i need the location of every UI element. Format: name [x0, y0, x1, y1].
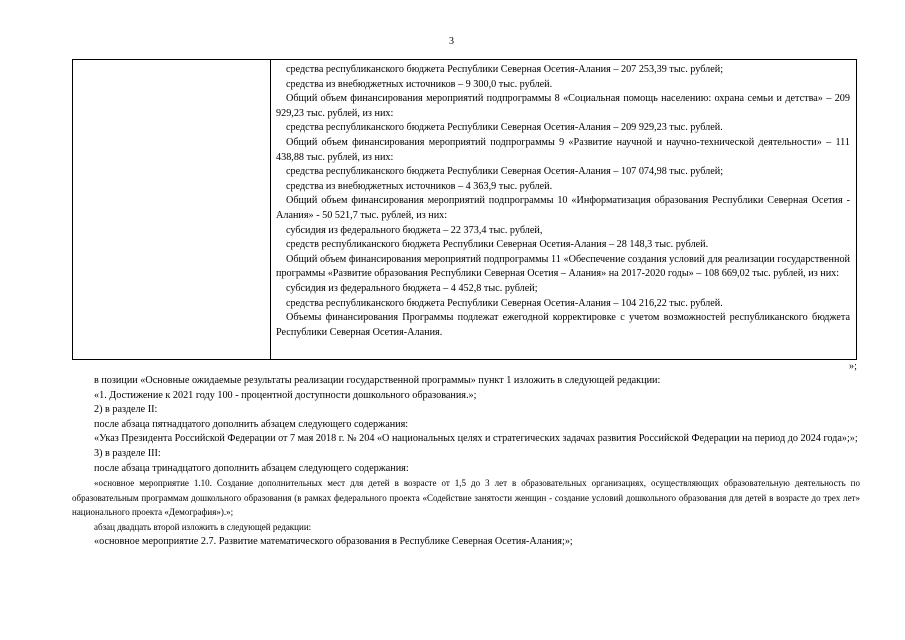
paragraph: «основное мероприятие 2.7. Развитие математического образования в Республике Северная Осетия-Алания;»; — [94, 535, 573, 547]
paragraph: 2) в разделе II: — [94, 404, 158, 416]
funding-line: Общий объем финансирования мероприятий подпрограммы 9 «Развитие научной и научно-технической деятельности» – 111 438,88 тыс. рублей, из них: — [276, 136, 850, 163]
paragraph: в позиции «Основные ожидаемые результаты реализации государственной программы» пункт 1 изложить в следующей редакции: — [94, 375, 661, 386]
closing-quote-mark: »; — [849, 361, 857, 372]
funding-line: субсидия из федерального бюджета – 22 373,4 тыс. рублей, — [286, 224, 543, 236]
paragraph: 3) в разделе III: — [94, 447, 161, 459]
funding-line: средства из внебюджетных источников – 9 300,0 тыс. рублей. — [286, 78, 553, 90]
paragraph: «1. Достижение к 2021 году 100 - процентной доступности дошкольного образования.»; — [94, 389, 477, 401]
program-table — [72, 59, 857, 360]
funding-line: средства из внебюджетных источников – 4 363,9 тыс. рублей. — [286, 180, 553, 192]
funding-line: средства республиканского бюджета Республики Северная Осетия-Алания – 207 253,39 тыс. рублей; — [286, 64, 724, 75]
funding-line: Общий объем финансирования мероприятий подпрограммы 10 «Информатизация образования Республики Северная Осетия - Алания» - 50 521,7 тыс. рублей, из них: — [276, 195, 850, 221]
funding-line: средства республиканского бюджета Республики Северная Осетия-Алания – 209 929,23 тыс. рублей. — [286, 122, 723, 134]
funding-cell — [276, 63, 850, 340]
document-body — [72, 374, 860, 549]
paragraph: после абзаца пятнадцатого дополнить абзацем следующего содержания: — [94, 418, 409, 430]
funding-line: средства республиканского бюджета Республики Северная Осетия-Алания – 104 216,22 тыс. рублей. — [286, 297, 723, 309]
paragraph: «Указ Президента Российской Федерации от 7 мая 2018 г. № 204 «О национальных целях и стратегических задачах развития Российской Федерации на период до 2024 года»;»; — [94, 433, 858, 445]
paragraph: абзац двадцать второй изложить в следующей редакции: — [94, 521, 312, 532]
funding-line: Общий объем финансирования мероприятий подпрограммы 8 «Социальная помощь населению: охрана семьи и детства» – 209 929,23 тыс. рублей, из них: — [276, 93, 850, 119]
funding-line: субсидия из федерального бюджета – 4 452,8 тыс. рублей; — [286, 282, 538, 294]
paragraph: «основное мероприятие 1.10. Создание дополнительных мест для детей в возрасте от 1,5 до 3 лет в образовательных организациях, осуществляющих образовательную деятельность по образовательным программам дошкольного образования (в рамках федерального проекта «Содействие занятости женщин - создание условий дошкольного образования для детей в возрасте до трех лет» национального проекта «Демография»).»; — [72, 478, 860, 518]
funding-line: Общий объем финансирования мероприятий подпрограммы 11 «Обеспечение создания условий для реализации государственной программы «Развитие образования Республики Северная Осетия – Алания» на 2017-2020 годы» – 108 669,02 тыс. рублей, из них: — [276, 253, 850, 280]
funding-line: средства республиканского бюджета Республики Северная Осетия-Алания – 107 074,98 тыс. рублей; — [286, 166, 724, 178]
funding-line: Объемы финансирования Программы подлежат ежегодной корректировке с учетом возможностей республиканского бюджета Республики Северная Осетия-Алания. — [276, 312, 850, 338]
paragraph: после абзаца тринадцатого дополнить абзацем следующего содержания: — [94, 462, 409, 474]
column-divider — [270, 60, 271, 359]
funding-line: средств республиканского бюджета Республики Северная Осетия-Алания – 28 148,3 тыс. рублей. — [286, 239, 709, 251]
page-number: 3 — [449, 36, 454, 47]
